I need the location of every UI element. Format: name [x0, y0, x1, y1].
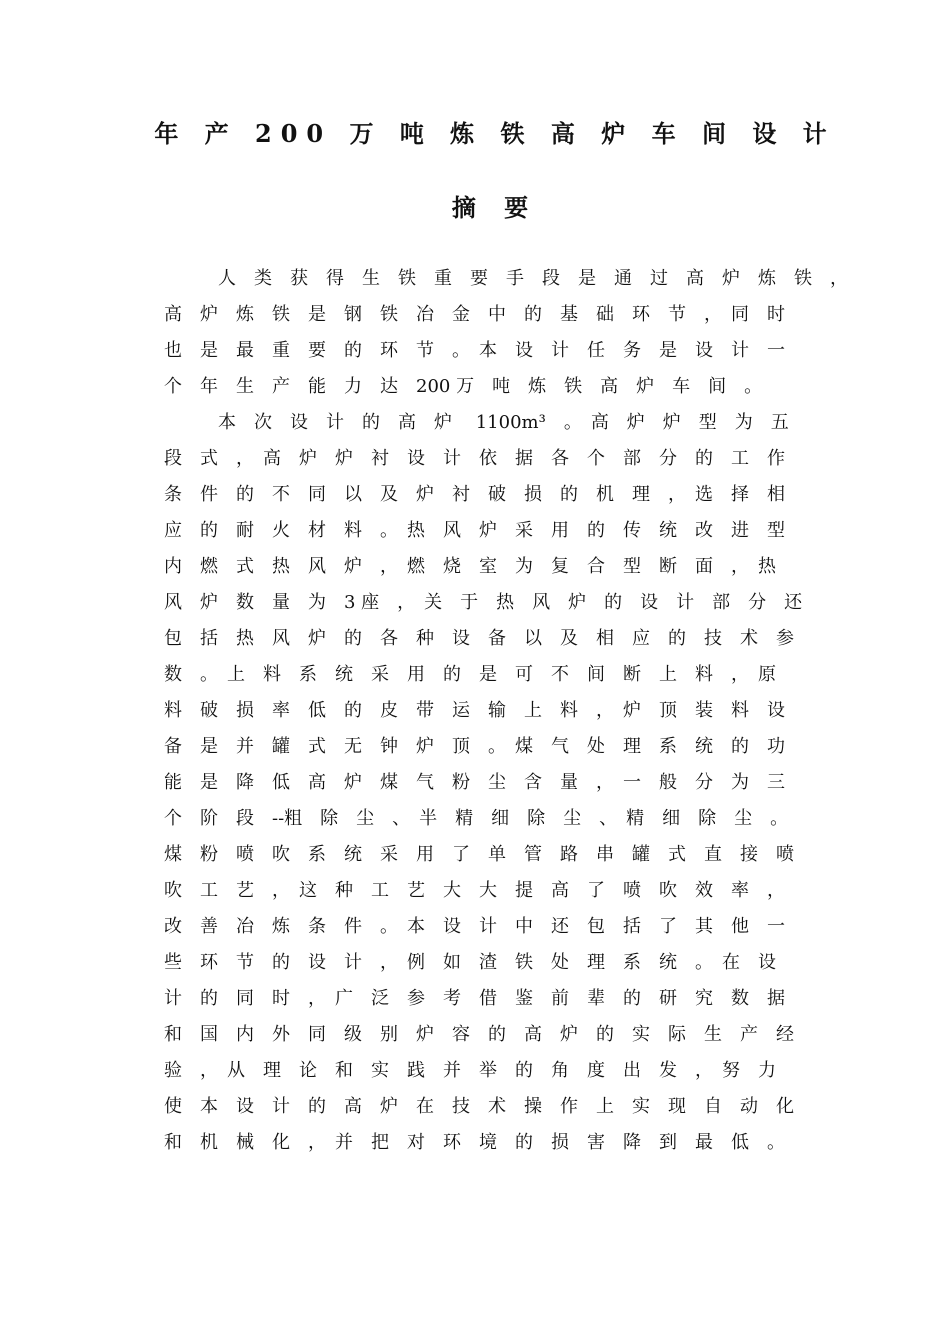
abstract-line: 些 环 节 的 设 计 ， 例 如 渣 铁 处 理 系 统 。 在 设: [164, 952, 776, 973]
abstract-line: 内 燃 式 热 风 炉 ， 燃 烧 室 为 复 合 型 断 面 ， 热: [164, 556, 776, 577]
abstract-line: 条 件 的 不 同 以 及 炉 衬 破 损 的 机 理 ， 选 择 相: [164, 484, 785, 505]
abstract-line: 高 炉 炼 铁 是 钢 铁 冶 金 中 的 基 础 环 节 ， 同 时: [164, 304, 785, 325]
abstract-line: 数 。 上 料 系 统 采 用 的 是 可 不 间 断 上 料 ， 原: [164, 664, 776, 685]
document-title: 年 产 200 万 吨 炼 铁 高 炉 车 间 设 计: [154, 119, 836, 148]
abstract-line: 和 国 内 外 同 级 别 炉 容 的 高 炉 的 实 际 生 产 经: [164, 1024, 794, 1045]
abstract-line: 验 ， 从 理 论 和 实 践 并 举 的 角 度 出 发 ， 努 力: [164, 1060, 776, 1081]
abstract-line: 包 括 热 风 炉 的 各 种 设 备 以 及 相 应 的 技 术 参: [164, 628, 794, 649]
abstract-line: 和 机 械 化 ， 并 把 对 环 境 的 损 害 降 到 最 低 。: [164, 1132, 785, 1153]
abstract-line: 个 年 生 产 能 力 达 200 万 吨 炼 铁 高 炉 车 间 。: [164, 376, 763, 397]
abstract-line: 段 式 ， 高 炉 炉 衬 设 计 依 据 各 个 部 分 的 工 作: [164, 448, 785, 469]
abstract-line: 计 的 同 时 ， 广 泛 参 考 借 鉴 前 辈 的 研 究 数 据: [164, 988, 785, 1009]
abstract-line: 吹 工 艺 ， 这 种 工 艺 大 大 提 高 了 喷 吹 效 率 ，: [164, 880, 785, 901]
abstract-line: 改 善 冶 炼 条 件 。 本 设 计 中 还 包 括 了 其 他 一: [164, 916, 785, 937]
abstract-line: 料 破 损 率 低 的 皮 带 运 输 上 料 ， 炉 顶 装 料 设: [164, 700, 785, 721]
abstract-heading: 摘 要: [451, 193, 539, 222]
abstract-body: [164, 261, 854, 1161]
abstract-line: 使 本 设 计 的 高 炉 在 技 术 操 作 上 实 现 自 动 化: [164, 1096, 794, 1117]
abstract-line: 也 是 最 重 要 的 环 节 。 本 设 计 任 务 是 设 计 一: [164, 340, 785, 361]
abstract-line: 人 类 获 得 生 铁 重 要 手 段 是 通 过 高 炉 炼 铁 ，: [218, 268, 848, 289]
abstract-line: 风 炉 数 量 为 3 座 ， 关 于 热 风 炉 的 设 计 部 分 还: [164, 592, 803, 613]
abstract-line: 煤 粉 喷 吹 系 统 采 用 了 单 管 路 串 罐 式 直 接 喷: [164, 844, 794, 865]
abstract-line: 能 是 降 低 高 炉 煤 气 粉 尘 含 量 ， 一 般 分 为 三: [164, 772, 785, 793]
abstract-line: 备 是 并 罐 式 无 钟 炉 顶 。 煤 气 处 理 系 统 的 功: [164, 736, 785, 757]
abstract-line: 个 阶 段 --粗 除 尘 、 半 精 细 除 尘 、 精 细 除 尘 。: [164, 808, 789, 829]
abstract-line: 本 次 设 计 的 高 炉 1100m³ 。 高 炉 炉 型 为 五: [218, 412, 789, 433]
abstract-line: 应 的 耐 火 材 料 。 热 风 炉 采 用 的 传 统 改 进 型: [164, 520, 785, 541]
